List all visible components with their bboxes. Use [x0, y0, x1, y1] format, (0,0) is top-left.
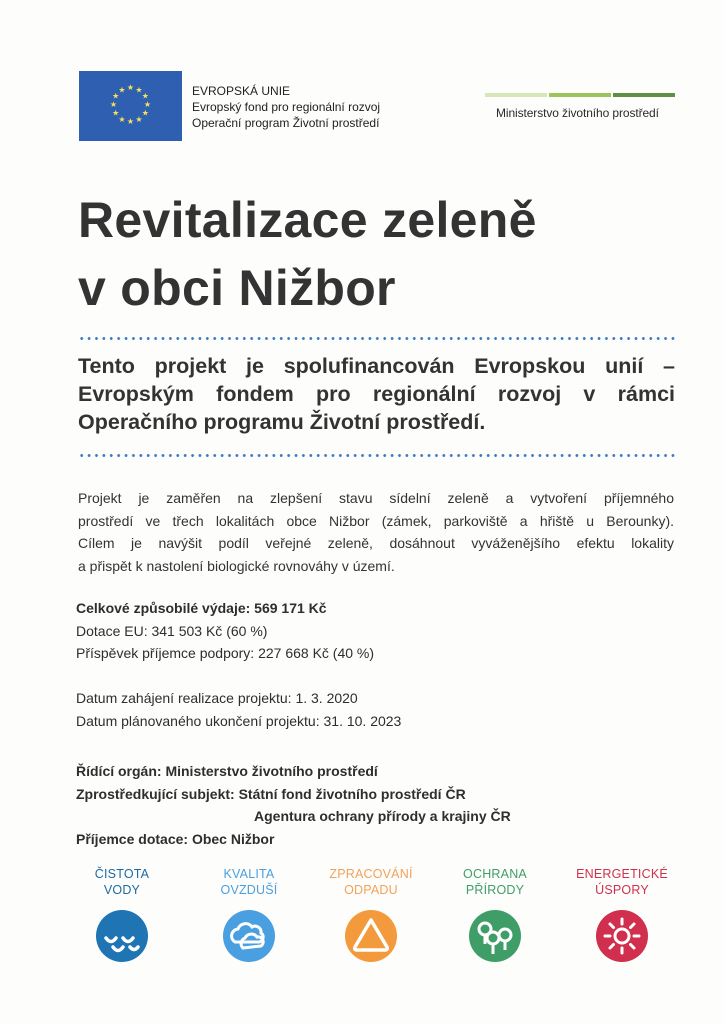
managing-authority: Řídící orgán: Ministerstvo životního prostředí — [76, 763, 378, 779]
ministry-bar-light — [485, 93, 547, 97]
op-label: Operační program Životní prostředí — [192, 116, 380, 130]
priority-label-line-2: ÚSPORY — [595, 883, 649, 897]
finance-block — [76, 597, 374, 665]
recipient: Příjemce dotace: Obec Nižbor — [76, 830, 275, 847]
priority-label-line-2: ODPADU — [344, 883, 398, 897]
priority-nature-protection — [435, 866, 555, 962]
priority-label-line-2: VODY — [103, 883, 141, 897]
eu-logo-text — [192, 83, 380, 131]
priority-air-quality — [189, 866, 309, 962]
trees-icon — [469, 910, 521, 962]
svg-text:★: ★ — [141, 108, 149, 118]
cloud-icon — [223, 910, 275, 962]
svg-text:★: ★ — [135, 114, 143, 124]
description-line: Projekt je zaměřen na zlepšení stavu sídelní zeleně a vytvoření příjemného — [78, 490, 674, 506]
svg-text:★: ★ — [118, 114, 126, 124]
erdf-label: Evropský fond pro regionální rozvoj — [192, 100, 381, 114]
total-expenses: Celkové způsobilé výdaje: 569 171 Kč — [76, 600, 327, 616]
svg-text:★: ★ — [135, 85, 143, 95]
svg-text:★: ★ — [141, 91, 149, 101]
ministry-logo-bars — [485, 93, 675, 97]
water-waves-icon — [96, 910, 148, 962]
ministry-name: Ministerstvo životního prostředí — [496, 106, 659, 120]
priority-label-line-2: PŘÍRODY — [465, 883, 525, 897]
eu-grant: Dotace EU: 341 503 Kč (60 %) — [76, 622, 268, 639]
funding-statement — [78, 352, 675, 436]
svg-text:★: ★ — [112, 108, 120, 118]
svg-text:★: ★ — [109, 100, 118, 109]
page-title — [78, 186, 537, 322]
own-contribution: Příspěvek příjemce podpory: 227 668 Kč (40 %) — [76, 645, 375, 661]
eu-label: EVROPSKÁ UNIE — [192, 84, 291, 98]
title-line-1: Revitalizace zeleně — [78, 192, 537, 248]
eu-flag-logo — [79, 71, 182, 141]
organizations-block — [76, 760, 511, 850]
priority-label-line-1: ČISTOTA — [94, 867, 150, 881]
funding-line-3: Operačního programu Životní prostředí. — [78, 410, 486, 434]
svg-text:★: ★ — [118, 85, 126, 95]
priority-waste-processing — [311, 866, 431, 962]
description-line: prostředí ve třech lokalitách obce Nižbor (zámek, parkoviště a hřiště u Berounky). — [78, 512, 674, 529]
svg-text:★: ★ — [143, 100, 152, 109]
priority-energy-savings — [562, 866, 682, 962]
project-description — [78, 487, 674, 577]
svg-text:★: ★ — [126, 83, 135, 92]
priority-label-line-1: KVALITA — [223, 867, 275, 881]
svg-text:★: ★ — [126, 117, 135, 126]
eu-flag-icon — [79, 71, 182, 141]
intermediate-body: Zprostředkující subjekt: Státní fond životního prostředí ČR — [76, 785, 466, 802]
dates-block — [76, 687, 401, 732]
priority-water-quality — [62, 866, 182, 962]
funding-line-1: Tento projekt je spolufinancován Evropskou unií – — [78, 354, 675, 378]
priority-label-line-1: OCHRANA — [463, 867, 527, 881]
end-date: Datum plánovaného ukončení projektu: 31. 10. 2023 — [76, 712, 402, 729]
dotted-divider-bottom — [78, 454, 675, 457]
dotted-divider-top — [78, 337, 675, 340]
recycle-triangle-icon — [345, 910, 397, 962]
svg-text:★: ★ — [112, 91, 120, 101]
priority-label-line-2: OVZDUŠÍ — [220, 883, 278, 897]
description-line: a přispět k nastolení biologické rovnováhy v území. — [78, 557, 395, 574]
priority-label-line-1: ZPRACOVÁNÍ — [329, 867, 413, 881]
ministry-bar-dark — [613, 93, 675, 97]
start-date: Datum zahájení realizace projektu: 1. 3. 2020 — [76, 690, 358, 706]
ministry-bar-mid — [549, 93, 611, 97]
sun-icon — [596, 910, 648, 962]
priority-label-line-1: ENERGETICKÉ — [576, 867, 668, 881]
funding-line-2: Evropským fondem pro regionální rozvoj v rámci — [78, 382, 675, 406]
title-line-2: v obci Nižbor — [78, 260, 396, 316]
intermediate-body-2: Agentura ochrany přírody a krajiny ČR — [254, 808, 511, 824]
description-line: Cílem je navýšit podíl veřejné zeleně, dosáhnout vyváženějšího efektu lokality — [78, 535, 674, 551]
